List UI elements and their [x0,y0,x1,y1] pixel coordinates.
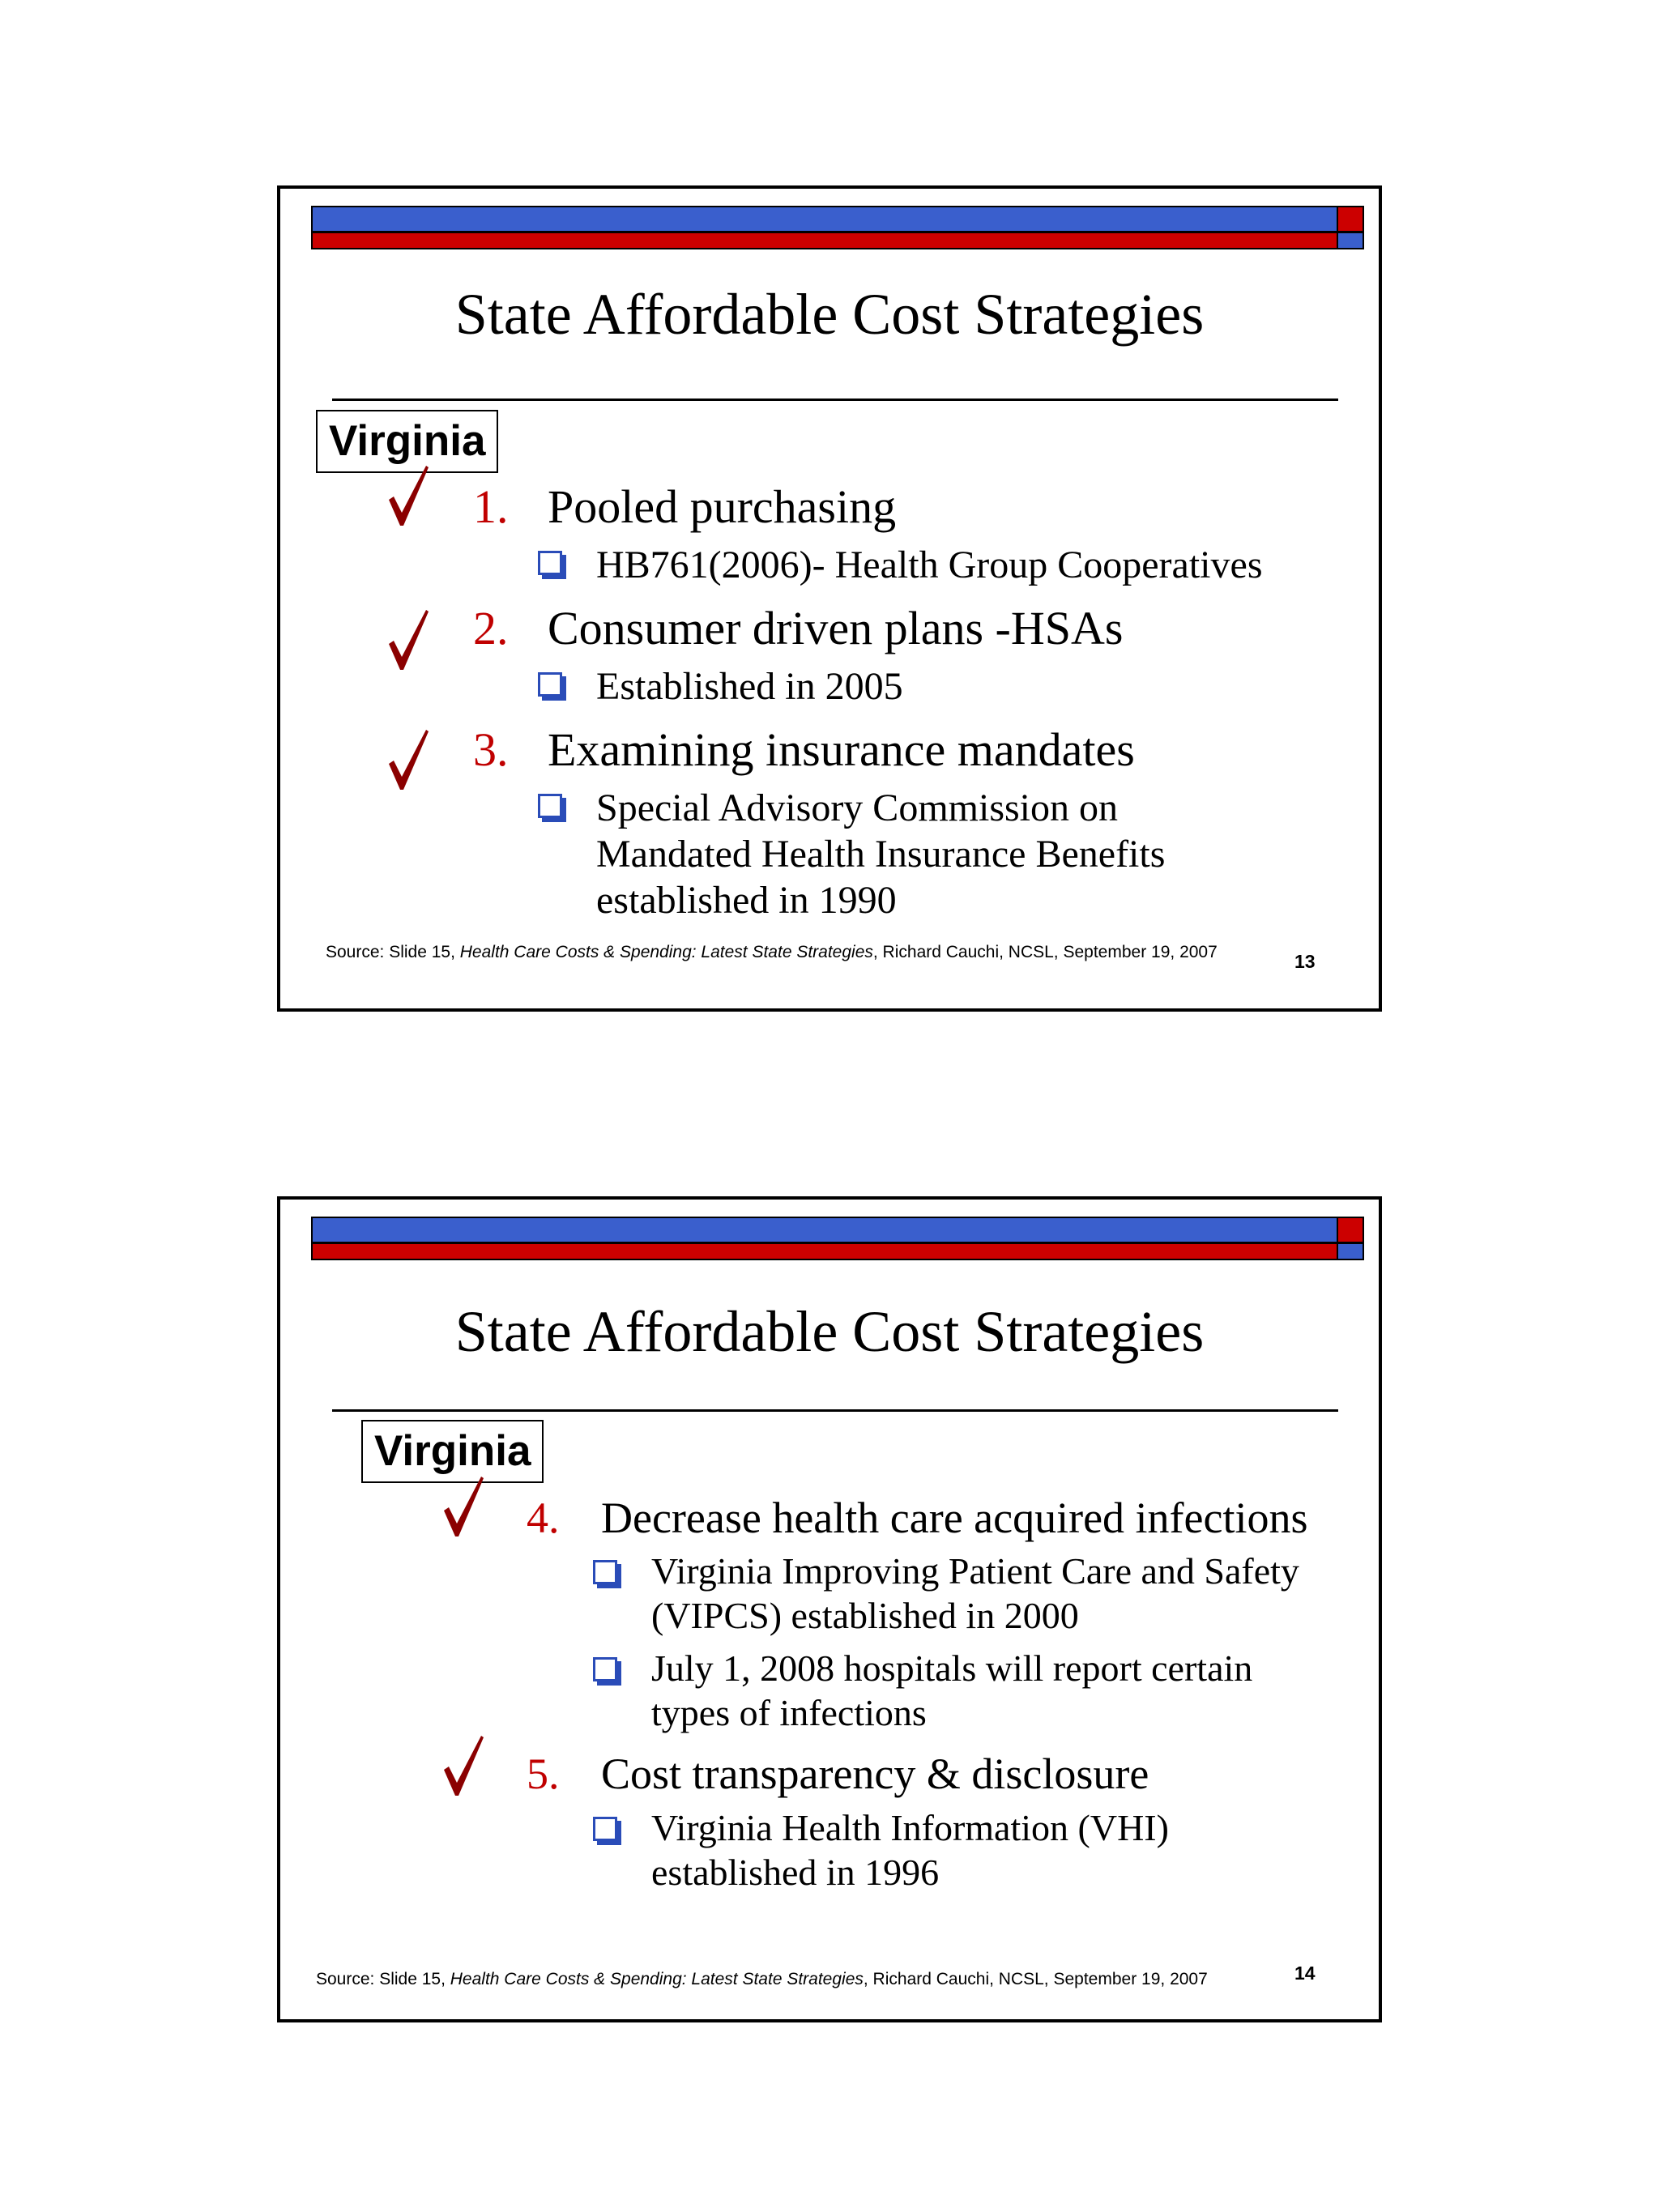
sub-item [596,663,903,710]
checkmark-icon [384,464,433,529]
sub-item-line: July 1, 2008 hospitals will report certain [651,1647,1253,1689]
sub-item-line: Established in 2005 [596,665,903,708]
header-square-red [1337,206,1364,232]
sub-item-line: established in 1990 [596,879,897,923]
sub-item-line: types of infections [651,1691,927,1733]
header-bar-red [311,1242,1338,1260]
item-label: Consumer driven plans -HSAs [548,602,1124,654]
source-citation [326,944,1218,961]
checkmark-icon [384,608,433,673]
source-prefix: Source: Slide 15, [316,1970,450,1988]
checkbox-bullet-icon [593,1560,617,1584]
sub-item [651,1647,1252,1735]
sub-item [651,1549,1299,1638]
page-number: 13 [1294,951,1316,972]
item-label: Decrease health care acquired infections [601,1494,1308,1542]
sub-item-line: established in 1996 [651,1851,940,1893]
slide-title: State Affordable Cost Strategies [454,1299,1205,1364]
item-number: 3. [473,723,509,776]
item-number: 2. [473,602,509,654]
header-bar-red [311,232,1338,249]
state-label: Virginia [361,1420,544,1483]
sub-item [651,1806,1169,1894]
checkmark-icon [439,1475,488,1540]
checkbox-bullet-icon [538,794,562,818]
sub-item [596,785,1165,923]
header-bar-blue [311,206,1338,232]
item-label: Pooled purchasing [548,480,897,533]
sub-item [596,542,1263,588]
checkmark-icon [384,728,433,793]
header-bar-blue [311,1217,1338,1243]
source-suffix: , Richard Cauchi, NCSL, September 19, 2007 [863,1970,1208,1988]
title-divider [332,399,1338,401]
sub-item-line: Virginia Improving Patient Care and Safety [651,1550,1299,1592]
header-square-red [1337,1217,1364,1243]
source-citation [316,1971,1208,1988]
source-suffix: , Richard Cauchi, NCSL, September 19, 2007 [872,943,1218,961]
slide-14 [277,1196,1382,2022]
checkbox-bullet-icon [593,1657,617,1681]
checkmark-icon [439,1734,488,1799]
page-number: 14 [1294,1963,1316,1984]
checkbox-bullet-icon [593,1817,617,1841]
source-prefix: Source: Slide 15, [326,943,460,961]
sub-item-line: Virginia Health Information (VHI) [651,1807,1169,1848]
title-divider [332,1409,1338,1412]
slide-title: State Affordable Cost Strategies [454,282,1205,347]
header-square-blue [1337,1242,1364,1260]
item-number: 5. [527,1750,560,1798]
sub-item-line: Special Advisory Commission on [596,786,1119,829]
state-label: Virginia [316,410,498,473]
item-label: Examining insurance mandates [548,723,1135,776]
sub-item-line: (VIPCS) established in 2000 [651,1594,1079,1636]
item-number: 1. [473,480,509,533]
sub-item-line: Mandated Health Insurance Benefits [596,833,1166,876]
checkbox-bullet-icon [538,672,562,697]
source-title: Health Care Costs & Spending: Latest State Strategies [459,943,873,961]
item-number: 4. [527,1494,560,1542]
slide-13 [277,185,1382,1012]
item-label: Cost transparency & disclosure [601,1750,1149,1798]
checkbox-bullet-icon [538,551,562,575]
header-square-blue [1337,232,1364,249]
source-title: Health Care Costs & Spending: Latest State Strategies [450,1970,864,1988]
sub-item-line: HB761(2006)- Health Group Cooperatives [596,543,1263,586]
